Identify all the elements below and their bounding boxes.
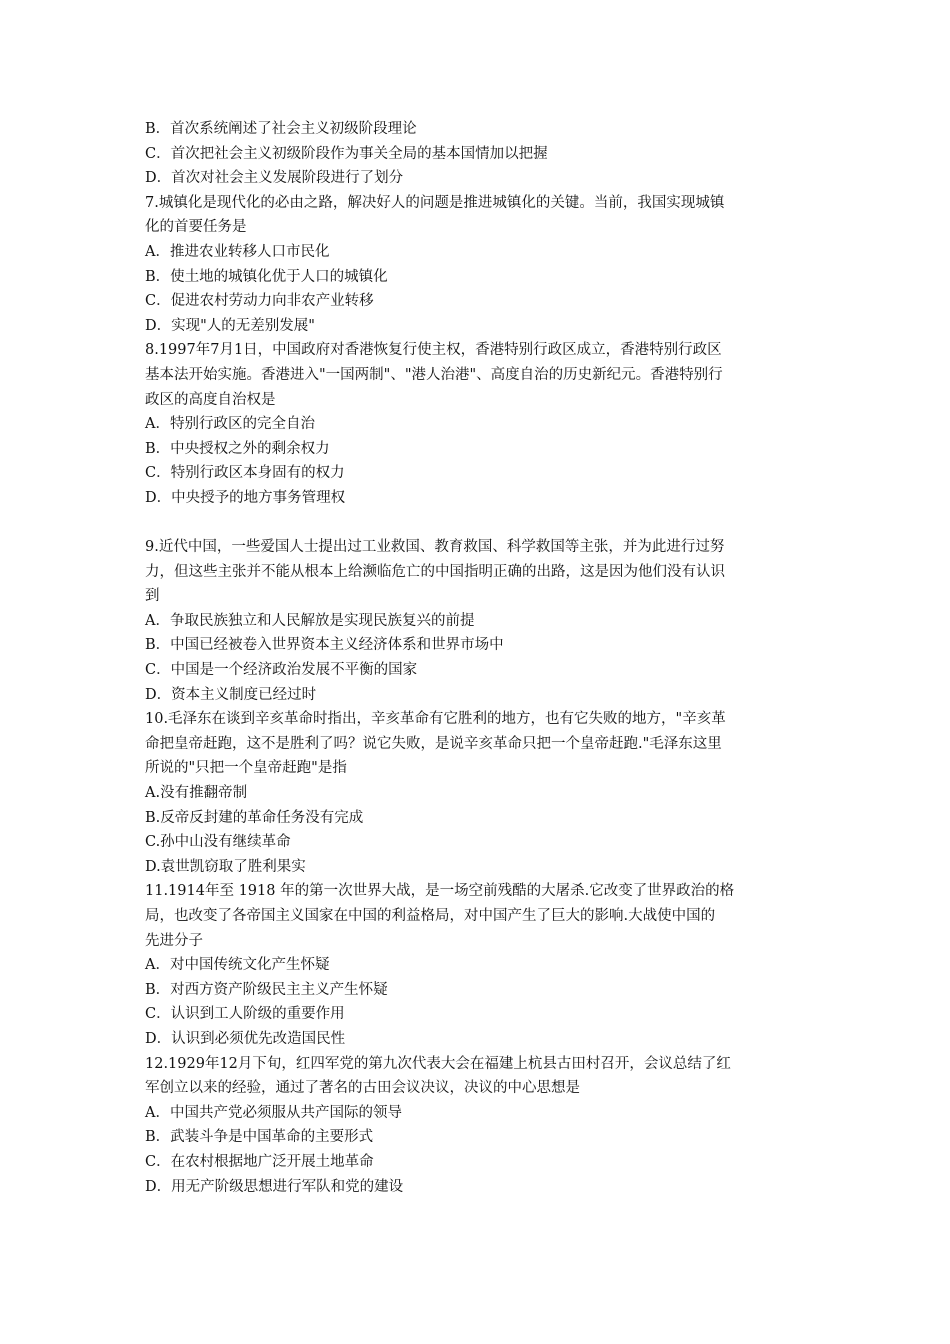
q9-option-a: A．争取民族独立和人民解放是实现民族复兴的前提 xyxy=(145,612,475,629)
q12-stem-line: 12.1929年12月下旬，红四军党的第九次代表大会在福建上杭县古田村召开，会议总结了红 xyxy=(145,1055,731,1072)
q12-stem-line: 军创立以来的经验，通过了著名的古田会议决议，决议的中心思想是 xyxy=(145,1080,580,1097)
q10-stem-line: 命把皇帝赶跑，这不是胜利了吗？说它失败，是说辛亥革命只把一个皇帝赶跑."毛泽东这里 xyxy=(145,735,722,752)
q8-option-b: B．中央授权之外的剩余权力 xyxy=(145,440,330,457)
q9-option-c: C．中国是一个经济政治发展不平衡的国家 xyxy=(145,662,418,679)
q10-stem-line: 10.毛泽东在谈到辛亥革命时指出，辛亥革命有它胜利的地方，也有它失败的地方，"辛亥革 xyxy=(145,711,726,728)
q9-stem-line: 到 xyxy=(145,588,160,605)
q11-option-a: A．对中国传统文化产生怀疑 xyxy=(145,957,330,974)
q12-option-b: B．武装斗争是中国革命的主要形式 xyxy=(145,1129,374,1146)
q12-option-a: A．中国共产党必须服从共产国际的领导 xyxy=(145,1104,402,1121)
q11-stem-line: 先进分子 xyxy=(145,932,203,949)
blank-line xyxy=(145,511,815,536)
q11-option-b: B．对西方资产阶级民主主义产生怀疑 xyxy=(145,981,388,998)
q9-option-b: B．中国已经被卷入世界资本主义经济体系和世界市场中 xyxy=(145,637,504,654)
q9-stem-line: 9.近代中国，一些爱国人士提出过工业救国、教育救国、科学救国等主张，并为此进行过努 xyxy=(145,539,725,556)
q7-option-b: B．使土地的城镇化优于人口的城镇化 xyxy=(145,268,388,285)
q8-stem-line: 8.1997年7月1日，中国政府对香港恢复行使主权，香港特别行政区成立，香港特别行政区 xyxy=(145,342,722,359)
question-9 xyxy=(145,535,815,707)
q7-stem-line: 化的首要任务是 xyxy=(145,219,247,236)
q11-stem-line: 11.1914年至 1918 年的第一次世界大战，是一场空前残酷的大屠杀.它改变了世界政治的格 xyxy=(145,883,735,900)
q8-option-d: D．中央授予的地方事务管理权 xyxy=(145,489,346,506)
q11-option-d: D．认识到必须优先改造国民性 xyxy=(145,1030,346,1047)
q9-stem-line: 力，但这些主张并不能从根本上给濒临危亡的中国指明正确的出路，这是因为他们没有认识 xyxy=(145,563,725,580)
q7-option-c: C．促进农村劳动力向非农产业转移 xyxy=(145,293,374,310)
q10-stem-line: 所说的"只把一个皇帝赶跑"是指 xyxy=(145,760,347,777)
q7-option-a: A．推进农业转移人口市民化 xyxy=(145,243,330,260)
q11-option-c: C．认识到工人阶级的重要作用 xyxy=(145,1006,345,1023)
q10-option-c: C.孙中山没有继续革命 xyxy=(145,834,291,851)
question-7 xyxy=(145,191,815,339)
q12-option-d: D．用无产阶级思想进行军队和党的建设 xyxy=(145,1178,404,1195)
q8-option-a: A．特别行政区的完全自治 xyxy=(145,416,315,433)
q6-option-c: C．首次把社会主义初级阶段作为事关全局的基本国情加以把握 xyxy=(145,145,548,162)
q8-stem-line: 基本法开始实施。香港进入"一国两制"、"港人治港"、高度自治的历史新纪元。香港特别行 xyxy=(145,366,723,383)
question-11 xyxy=(145,879,815,1051)
q9-option-d: D．资本主义制度已经过时 xyxy=(145,686,317,703)
q8-stem-line: 政区的高度自治权是 xyxy=(145,391,276,408)
q10-option-a: A.没有推翻帝制 xyxy=(145,785,248,802)
exam-page xyxy=(145,117,815,1199)
q12-option-c: C．在农村根据地广泛开展土地革命 xyxy=(145,1153,374,1170)
q10-option-b: B.反帝反封建的革命任务没有完成 xyxy=(145,809,364,826)
q7-stem-line: 7.城镇化是现代化的必由之路，解决好人的问题是推进城镇化的关键。当前，我国实现城镇 xyxy=(145,194,725,211)
q7-option-d: D．实现"人的无差别发展" xyxy=(145,317,315,334)
question-8 xyxy=(145,338,815,510)
question-10 xyxy=(145,707,815,879)
q6-option-b: B．首次系统阐述了社会主义初级阶段理论 xyxy=(145,121,417,137)
q10-option-d: D.袁世凯窃取了胜利果实 xyxy=(145,858,306,875)
q6-option-d: D．首次对社会主义发展阶段进行了划分 xyxy=(145,170,404,187)
question-12 xyxy=(145,1052,815,1200)
q8-option-c: C．特别行政区本身固有的权力 xyxy=(145,465,345,482)
q11-stem-line: 局，也改变了各帝国主义国家在中国的利益格局，对中国产生了巨大的影响.大战使中国的 xyxy=(145,908,716,924)
